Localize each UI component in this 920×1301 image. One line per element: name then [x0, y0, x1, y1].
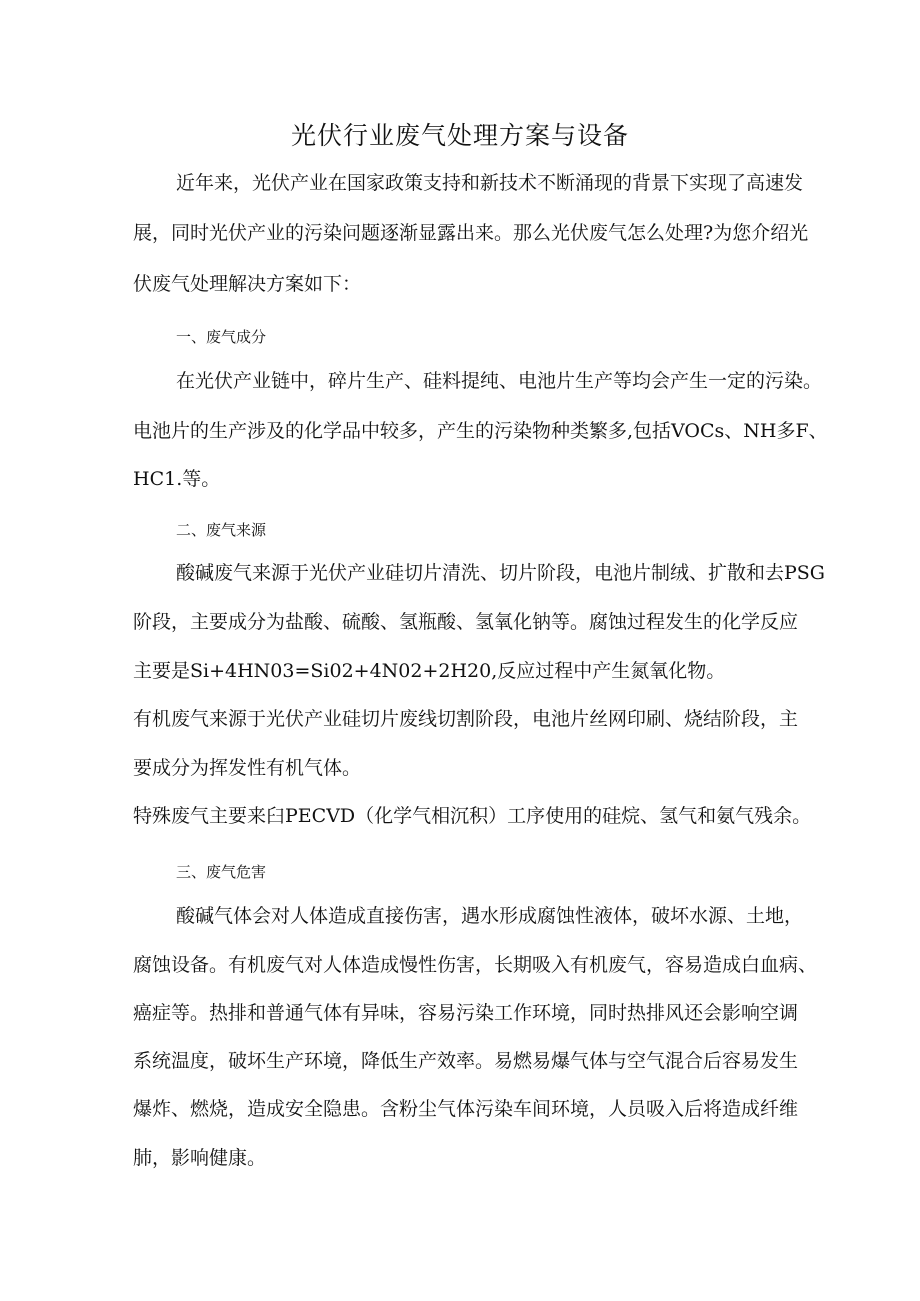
- body-line: 系统温度，破坏生产环境，降低生产效率。易燃易爆气体与空气混合后容易发生: [133, 1050, 799, 1072]
- body-line: 爆炸、燃烧，造成安全隐患。含粉尘气体污染车间环境，人员吸入后将造成纤维: [133, 1098, 799, 1120]
- intro-line: 伏废气处理解决方案如下：: [133, 273, 362, 295]
- body-line: 要成分为挥发性有机气体。: [133, 757, 362, 779]
- body-line: 主要是Si+4HN03=Si02+4N02+2H20,反应过程中产生氮氧化物。: [133, 660, 726, 682]
- body-line: 酸碱废气来源于光伏产业硅切片清洗、切片阶段，电池片制绒、扩散和去PSG: [176, 562, 825, 584]
- section-heading-composition: 一、废气成分: [176, 328, 267, 346]
- intro-line: 近年来，光伏产业在国家政策支持和新技术不断涌现的背景下实现了高速发: [176, 172, 804, 194]
- body-line: 有机废气来源于光伏产业硅切片废线切割阶段，电池片丝网印刷、烧结阶段，主: [133, 708, 799, 730]
- body-line: 在光伏产业链中，碎片生产、硅料提纯、电池片生产等均会产生一定的污染。: [176, 370, 823, 392]
- section-heading-hazards: 三、废气危害: [176, 863, 267, 881]
- body-line: 特殊废气主要来臼PECVD（化学气相沉积）工序使用的硅烷、氢气和氨气残余。: [133, 805, 812, 827]
- body-line: 癌症等。热排和普通气体有异味，容易污染工作环境，同时热排风还会影响空调: [133, 1002, 799, 1024]
- document-title: 光伏行业废气处理方案与设备: [290, 121, 629, 150]
- section-heading-source: 二、废气来源: [176, 521, 267, 539]
- body-line: 电池片的生产涉及的化学品中较多，产生的污染物种类繁多,包括VOCs、NH多F、: [133, 420, 828, 442]
- body-line: 肺，影响健康。: [133, 1147, 267, 1169]
- body-line: 阶段，主要成分为盐酸、硫酸、氢瓶酸、氢氧化钠等。腐蚀过程发生的化学反应: [133, 611, 799, 633]
- body-line: 腐蚀设备。有机废气对人体造成慢性伤害，长期吸入有机废气，容易造成白血病、: [133, 954, 818, 976]
- body-line: HC1.等。: [133, 468, 221, 490]
- body-line: 酸碱气体会对人体造成直接伤害，遇水形成腐蚀性液体，破坏水源、土地，: [176, 905, 804, 927]
- intro-line: 展，同时光伏产业的污染问题逐渐显露出来。那么光伏废气怎么处理?为您介绍光: [133, 222, 809, 244]
